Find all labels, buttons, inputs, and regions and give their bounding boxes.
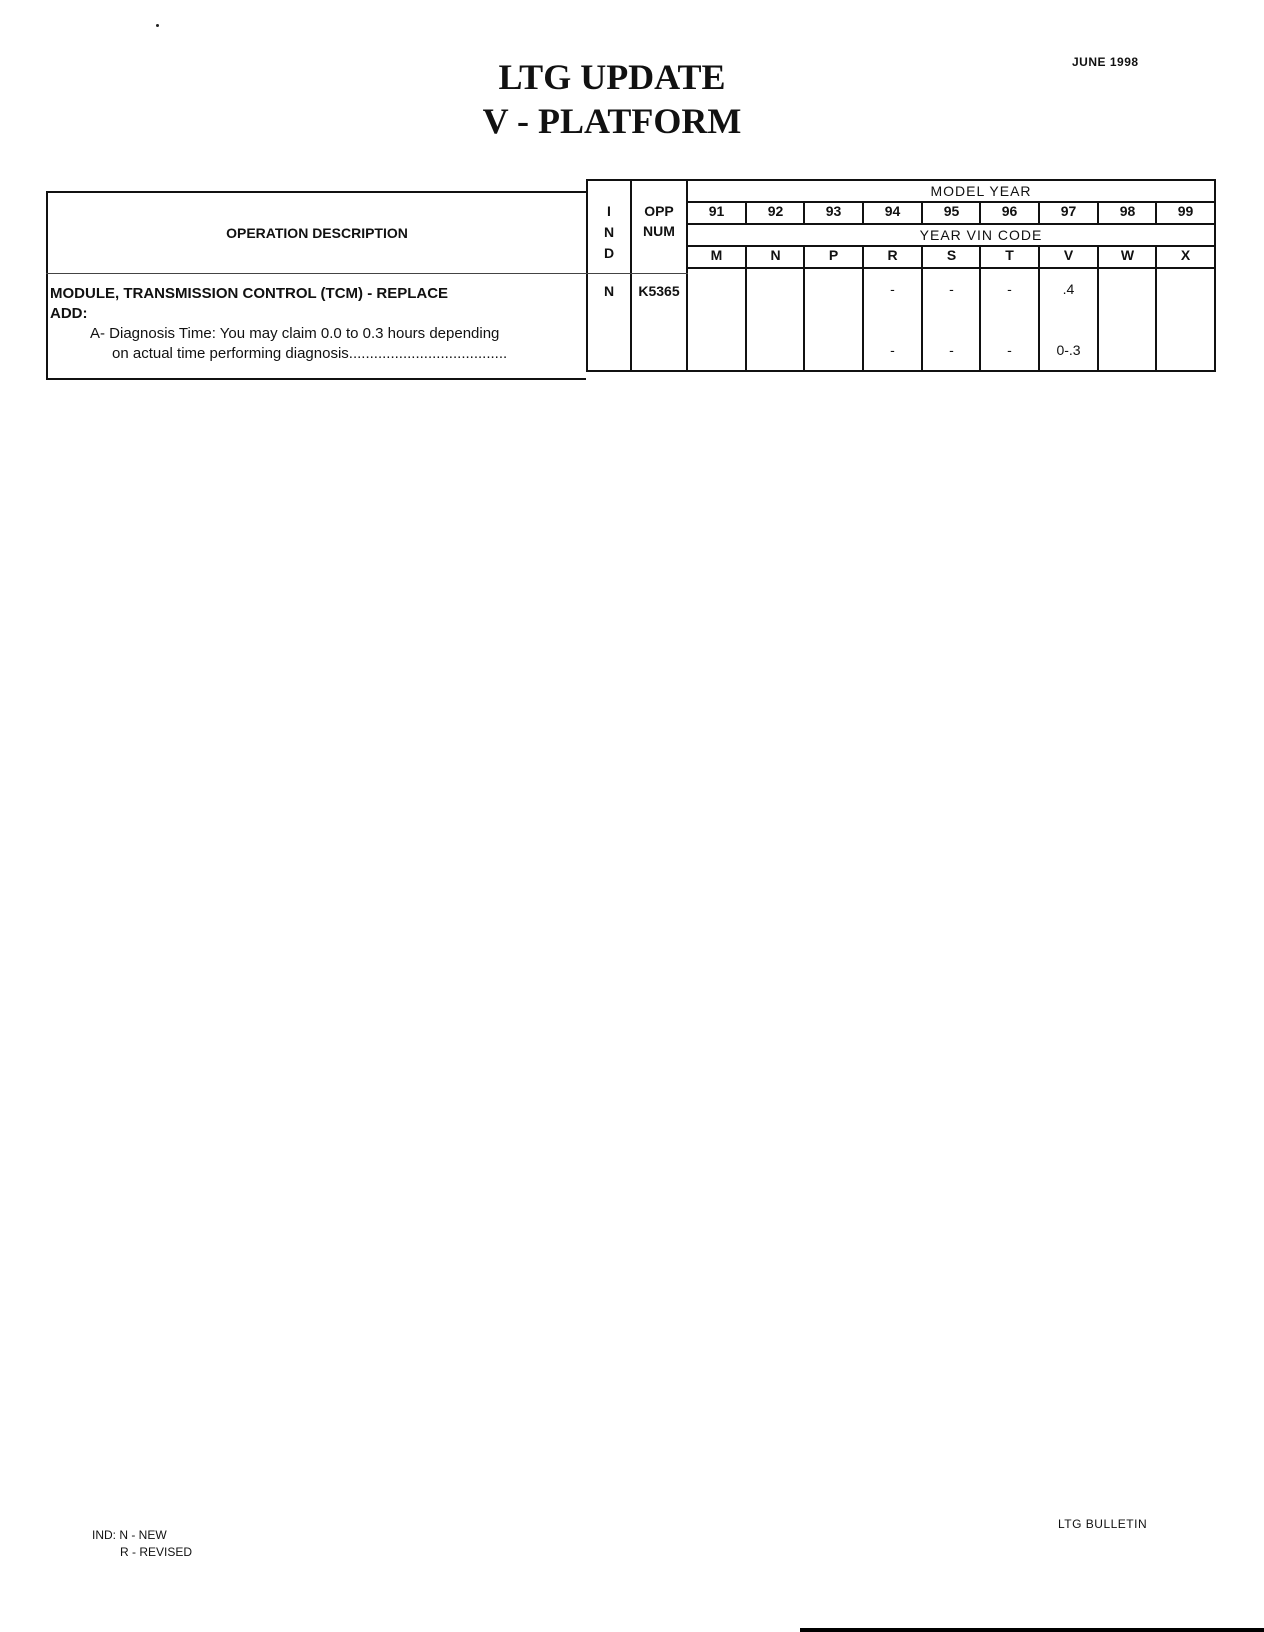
row-ind: N bbox=[603, 283, 615, 299]
ind-legend bbox=[92, 1527, 192, 1561]
diagnosis-time-97: 0-.3 bbox=[1056, 342, 1081, 358]
year-vin-code-header: YEAR VIN CODE bbox=[919, 227, 1043, 243]
vin-code-V: V bbox=[1063, 247, 1074, 263]
diagnosis-time-96: - bbox=[1007, 342, 1012, 358]
model-year-95: 95 bbox=[943, 203, 960, 219]
vin-code-W: W bbox=[1120, 247, 1135, 263]
bulletin-label: LTG BULLETIN bbox=[1058, 1517, 1148, 1531]
vin-code-P: P bbox=[828, 247, 839, 263]
row-opp-num: K5365 bbox=[638, 283, 680, 299]
model-year-98: 98 bbox=[1119, 203, 1136, 219]
model-year-99: 99 bbox=[1177, 203, 1194, 219]
page-subtitle: V - PLATFORM bbox=[482, 101, 742, 141]
ind-header-d: D bbox=[603, 245, 615, 261]
bulletin-date: JUNE 1998 bbox=[1072, 55, 1139, 69]
labor-time-95: - bbox=[949, 281, 954, 297]
diagnosis-time-94: - bbox=[890, 342, 895, 358]
add-label: ADD: bbox=[50, 305, 88, 322]
model-year-96: 96 bbox=[1001, 203, 1018, 219]
opp-header: OPP bbox=[644, 203, 674, 219]
ind-legend-revised: R - REVISED bbox=[120, 1545, 193, 1559]
add-diagnosis-line1: A- Diagnosis Time: You may claim 0.0 to 0.3 hours depending bbox=[90, 325, 500, 342]
labor-time-94: - bbox=[890, 281, 895, 297]
labor-time-97: .4 bbox=[1062, 281, 1075, 297]
diagnosis-time-95: - bbox=[949, 342, 954, 358]
operation-name: MODULE, TRANSMISSION CONTROL (TCM) - REPLACE bbox=[50, 285, 449, 302]
scan-edge-bar bbox=[800, 1628, 1264, 1632]
model-year-header: MODEL YEAR bbox=[930, 183, 1032, 199]
operation-description-header: OPERATION DESCRIPTION bbox=[226, 225, 408, 241]
model-year-93: 93 bbox=[825, 203, 842, 219]
model-year-94: 94 bbox=[884, 203, 901, 219]
vin-code-X: X bbox=[1180, 247, 1191, 263]
vin-code-N: N bbox=[770, 247, 781, 263]
ind-legend-new: IND: N - NEW bbox=[92, 1528, 167, 1542]
vin-code-M: M bbox=[710, 247, 723, 263]
add-diagnosis-line2: on actual time performing diagnosis...................................... bbox=[112, 345, 508, 362]
scan-speck bbox=[156, 24, 159, 27]
page-title: LTG UPDATE bbox=[498, 57, 726, 97]
vin-code-R: R bbox=[887, 247, 898, 263]
labor-time-table bbox=[46, 179, 1216, 380]
model-year-91: 91 bbox=[708, 203, 725, 219]
vin-code-T: T bbox=[1005, 247, 1014, 263]
vin-code-S: S bbox=[946, 247, 957, 263]
labor-time-96: - bbox=[1007, 281, 1012, 297]
num-header: NUM bbox=[643, 223, 675, 239]
model-year-92: 92 bbox=[767, 203, 784, 219]
model-year-97: 97 bbox=[1060, 203, 1077, 219]
ind-header-n: N bbox=[603, 224, 615, 240]
ind-header-i: I bbox=[607, 203, 611, 219]
